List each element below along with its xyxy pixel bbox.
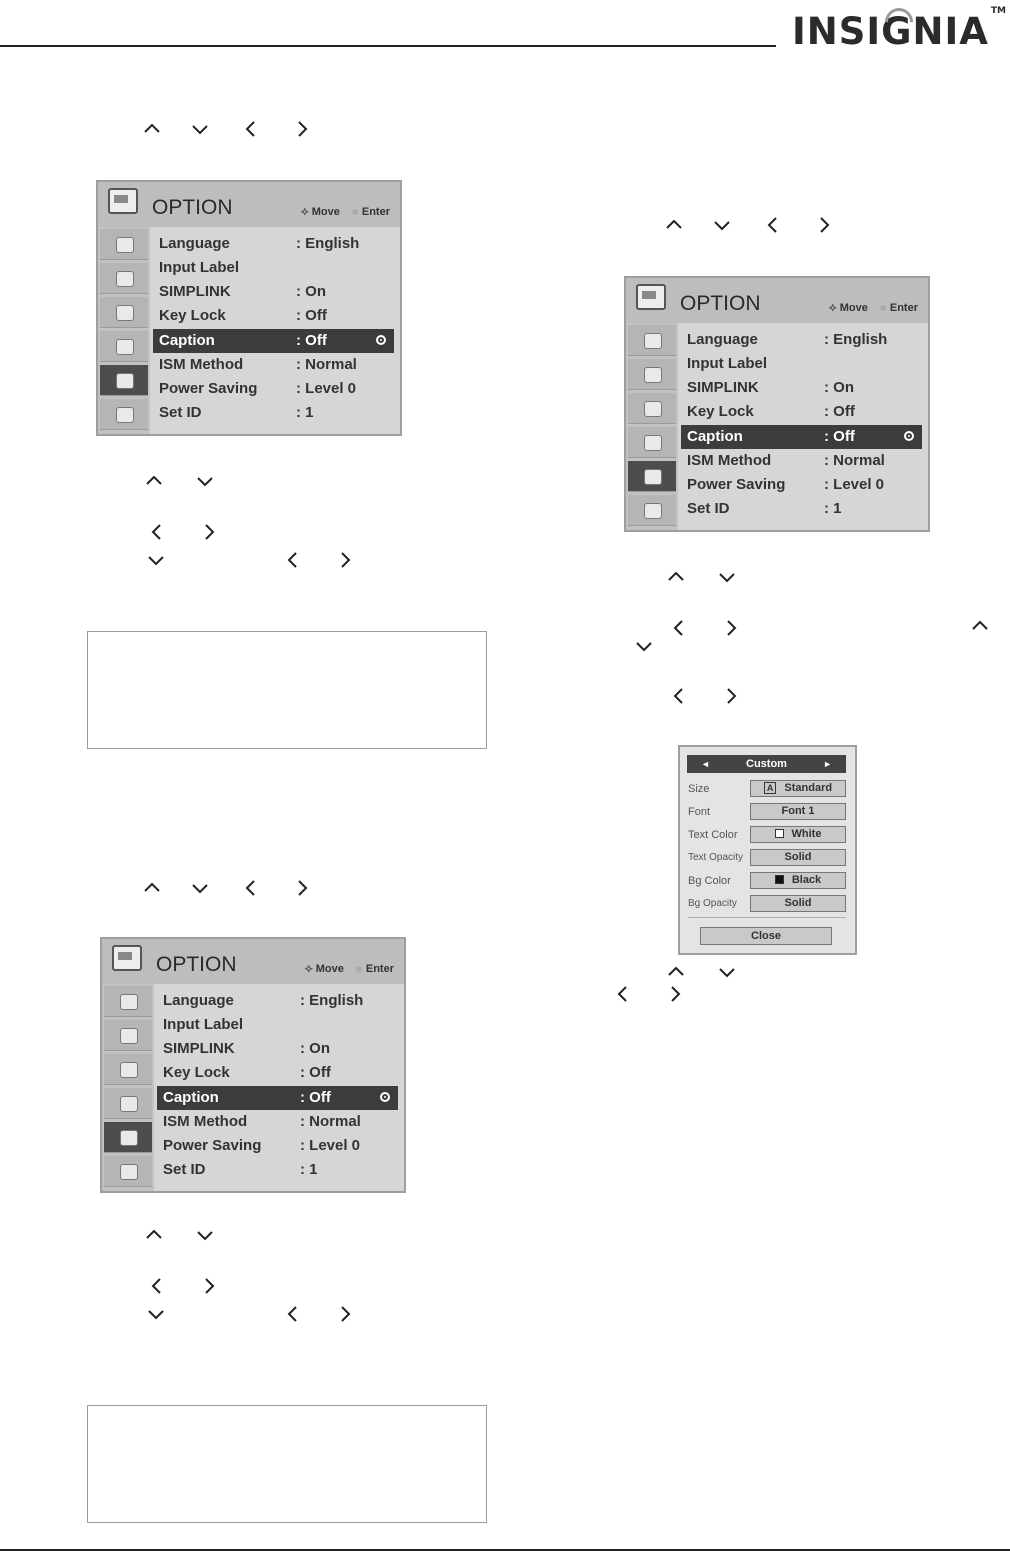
chevron-left-icon xyxy=(145,1274,169,1298)
chevron-left-icon xyxy=(761,213,785,237)
side-tab-option-icon[interactable] xyxy=(628,461,676,492)
item-label: Key Lock xyxy=(159,307,226,324)
menu-hint xyxy=(829,300,918,315)
option-menu xyxy=(96,180,402,436)
hint-move: Move xyxy=(839,302,868,314)
menu-item-simplink[interactable] xyxy=(157,1037,398,1061)
item-value: : Off xyxy=(300,1089,331,1106)
item-label: Power Saving xyxy=(159,380,258,397)
caption-mode-value: Custom xyxy=(746,758,787,770)
menu-item-caption[interactable] xyxy=(153,329,394,353)
item-label: Set ID xyxy=(159,404,202,421)
menu-hint xyxy=(305,961,394,976)
chevron-down-icon xyxy=(188,876,212,900)
white-swatch-icon xyxy=(775,829,784,838)
brand-name: INSIGNIA xyxy=(792,10,989,53)
side-tab-audio-icon[interactable] xyxy=(628,359,676,390)
caption-bg-color-field[interactable] xyxy=(750,872,846,889)
item-label: Input Label xyxy=(687,355,767,372)
item-value: : Off xyxy=(824,403,855,420)
item-label: ISM Method xyxy=(163,1113,248,1130)
chevron-down-icon xyxy=(144,1302,168,1326)
hint-move: Move xyxy=(311,206,340,218)
option-tv-icon xyxy=(112,945,142,971)
menu-item-caption[interactable] xyxy=(681,425,922,449)
item-label: Power Saving xyxy=(163,1137,262,1154)
menu-side-tabs xyxy=(98,227,150,434)
arrow-row xyxy=(140,876,320,900)
chevron-down-icon xyxy=(144,548,168,572)
menu-title: OPTION xyxy=(680,292,761,315)
item-value: : On xyxy=(296,283,326,300)
side-tab-lock-icon[interactable] xyxy=(628,495,676,526)
item-value: : Level 0 xyxy=(300,1137,361,1154)
menu-item-simplink[interactable] xyxy=(153,280,394,304)
item-value: : Level 0 xyxy=(296,380,357,397)
caption-custom-panel xyxy=(678,745,857,955)
chevron-down-icon xyxy=(632,634,656,658)
insignia-logo xyxy=(792,6,1006,58)
caption-text-color-field[interactable] xyxy=(750,826,846,843)
side-tab-channel-icon[interactable] xyxy=(104,1054,152,1085)
menu-header xyxy=(102,939,404,984)
chevron-left-icon xyxy=(281,548,305,572)
item-value: : Off xyxy=(300,1064,331,1081)
option-tv-icon xyxy=(108,188,138,214)
chevron-right-icon xyxy=(333,1302,357,1326)
arrow-row xyxy=(140,117,320,141)
caption-font-field[interactable] xyxy=(750,803,846,820)
menu-item-ism-method[interactable] xyxy=(153,353,394,377)
arrow-row xyxy=(632,634,656,658)
arrow-row xyxy=(145,1274,225,1298)
menu-item-power-saving[interactable] xyxy=(681,473,922,497)
chevron-left-icon xyxy=(281,1302,305,1326)
caption-size-field[interactable] xyxy=(750,780,846,797)
arrow-row xyxy=(667,684,747,708)
arrow-row xyxy=(611,982,691,1006)
side-tab-channel-icon[interactable] xyxy=(100,297,148,328)
item-value: : English xyxy=(296,235,360,252)
option-tv-icon xyxy=(636,284,666,310)
caption-text-color-row xyxy=(688,826,848,845)
menu-item-language[interactable] xyxy=(681,328,922,352)
side-tab-audio-icon[interactable] xyxy=(100,263,148,294)
menu-item-key-lock[interactable] xyxy=(157,1061,398,1085)
chevron-right-icon xyxy=(663,982,687,1006)
item-label: Power Saving xyxy=(687,476,786,493)
chevron-down-icon xyxy=(188,117,212,141)
option-menu xyxy=(100,937,406,1193)
caption-text-opacity-row xyxy=(688,849,848,868)
mode-prev-arrow-icon[interactable]: ◄ xyxy=(701,759,710,769)
chevron-right-icon xyxy=(290,876,314,900)
chevron-right-icon xyxy=(812,213,836,237)
chevron-up-icon xyxy=(142,1223,166,1247)
chevron-up-icon xyxy=(142,469,166,493)
menu-side-tabs xyxy=(626,323,678,530)
row-value: Black xyxy=(791,874,822,886)
chevron-up-icon xyxy=(664,960,688,984)
item-value: : Normal xyxy=(824,452,885,469)
note-box xyxy=(87,631,487,749)
item-label: Caption xyxy=(159,332,215,349)
chevron-down-icon xyxy=(710,213,734,237)
caption-mode-selector[interactable] xyxy=(687,755,846,773)
menu-item-power-saving[interactable] xyxy=(153,377,394,401)
chevron-right-icon xyxy=(719,616,743,640)
divider xyxy=(688,917,846,918)
row-label: Size xyxy=(688,783,710,795)
menu-item-key-lock[interactable] xyxy=(681,400,922,424)
item-label: Set ID xyxy=(163,1161,206,1178)
caption-bg-opacity-field[interactable] xyxy=(750,895,846,912)
note-box xyxy=(87,1405,487,1523)
menu-item-language[interactable] xyxy=(157,989,398,1013)
enter-dot-icon xyxy=(904,431,914,441)
chevron-left-icon xyxy=(667,616,691,640)
item-label: SIMPLINK xyxy=(159,283,231,300)
side-tab-lock-icon[interactable] xyxy=(104,1156,152,1187)
row-label: Bg Opacity xyxy=(688,898,737,909)
chevron-right-icon xyxy=(197,520,221,544)
chevron-up-icon xyxy=(140,117,164,141)
row-label: Font xyxy=(688,806,711,818)
enter-dot-icon xyxy=(380,1092,390,1102)
item-value: : English xyxy=(300,992,364,1009)
menu-item-power-saving[interactable] xyxy=(157,1134,398,1158)
menu-item-language[interactable] xyxy=(153,232,394,256)
chevron-down-icon xyxy=(715,960,739,984)
side-tab-option-icon[interactable] xyxy=(104,1122,152,1153)
arrow-row xyxy=(664,565,744,589)
row-value: Standard xyxy=(784,782,833,794)
enter-icon xyxy=(356,966,362,972)
chevron-left-icon xyxy=(239,117,263,141)
chevron-right-icon xyxy=(333,548,357,572)
row-label: Bg Color xyxy=(688,875,731,887)
item-value: : Normal xyxy=(300,1113,361,1130)
item-label: Language xyxy=(159,235,230,252)
item-label: ISM Method xyxy=(159,356,244,373)
item-label: Set ID xyxy=(687,500,730,517)
caption-size-row xyxy=(688,780,848,799)
item-value: : 1 xyxy=(296,404,314,421)
item-value: : Off xyxy=(296,307,327,324)
arrow-row xyxy=(142,1223,222,1247)
hint-enter: Enter xyxy=(361,206,390,218)
black-swatch-icon xyxy=(775,875,784,884)
menu-item-ism-method[interactable] xyxy=(681,449,922,473)
item-value: : Level 0 xyxy=(824,476,885,493)
item-label: SIMPLINK xyxy=(163,1040,235,1057)
item-value: : Off xyxy=(824,428,855,445)
chevron-left-icon xyxy=(145,520,169,544)
menu-item-caption[interactable] xyxy=(157,1086,398,1110)
item-label: Input Label xyxy=(163,1016,243,1033)
menu-item-key-lock[interactable] xyxy=(153,304,394,328)
header-rule xyxy=(0,45,776,47)
arrow-row xyxy=(145,520,225,544)
row-label: Text Color xyxy=(688,829,738,841)
side-tab-picture-icon[interactable] xyxy=(628,325,676,356)
move-icon: ⟡ xyxy=(300,204,309,218)
side-tab-picture-icon[interactable] xyxy=(100,229,148,260)
menu-header xyxy=(626,278,928,323)
menu-item-set-id[interactable] xyxy=(153,401,394,425)
side-tab-time-icon[interactable] xyxy=(104,1088,152,1119)
arrow-row xyxy=(662,213,842,237)
enter-icon xyxy=(352,209,358,215)
chevron-right-icon xyxy=(719,684,743,708)
size-box-icon: A xyxy=(764,782,777,794)
menu-hint xyxy=(301,204,390,219)
item-value: : Normal xyxy=(296,356,357,373)
move-icon: ⟡ xyxy=(828,300,837,314)
chevron-left-icon xyxy=(239,876,263,900)
menu-item-set-id[interactable] xyxy=(157,1158,398,1182)
item-label: Caption xyxy=(687,428,743,445)
item-label: Input Label xyxy=(159,259,239,276)
item-value: : On xyxy=(300,1040,330,1057)
arrow-row xyxy=(144,1302,364,1326)
caption-font-row xyxy=(688,803,848,822)
item-label: Key Lock xyxy=(687,403,754,420)
caption-text-opacity-field[interactable] xyxy=(750,849,846,866)
chevron-down-icon xyxy=(715,565,739,589)
enter-icon xyxy=(880,305,886,311)
side-tab-option-icon[interactable] xyxy=(100,365,148,396)
row-label: Text Opacity xyxy=(688,852,744,863)
menu-item-input-label[interactable] xyxy=(153,256,394,280)
hint-move: Move xyxy=(315,963,344,975)
arrow-row xyxy=(667,616,747,640)
hint-enter: Enter xyxy=(365,963,394,975)
chevron-right-icon xyxy=(290,117,314,141)
arrow-row xyxy=(664,960,744,984)
chevron-up-icon xyxy=(664,565,688,589)
item-label: Language xyxy=(687,331,758,348)
arrow-row xyxy=(968,614,992,638)
side-tab-time-icon[interactable] xyxy=(100,331,148,362)
side-tab-lock-icon[interactable] xyxy=(100,399,148,430)
chevron-left-icon xyxy=(667,684,691,708)
mode-next-arrow-icon[interactable]: ► xyxy=(823,759,832,769)
chevron-up-icon xyxy=(662,213,686,237)
item-value: : English xyxy=(824,331,888,348)
menu-side-tabs xyxy=(102,984,154,1191)
chevron-up-icon xyxy=(140,876,164,900)
menu-header xyxy=(98,182,400,227)
side-tab-channel-icon[interactable] xyxy=(628,393,676,424)
menu-item-input-label[interactable] xyxy=(157,1013,398,1037)
item-value: : On xyxy=(824,379,854,396)
chevron-down-icon xyxy=(193,1223,217,1247)
side-tab-time-icon[interactable] xyxy=(628,427,676,458)
menu-item-set-id[interactable] xyxy=(681,497,922,521)
side-tab-picture-icon[interactable] xyxy=(104,986,152,1017)
trademark-mark: TM xyxy=(990,6,1006,16)
menu-title: OPTION xyxy=(152,196,233,219)
chevron-left-icon xyxy=(611,982,635,1006)
chevron-up-icon xyxy=(968,614,992,638)
item-value: : Off xyxy=(296,332,327,349)
item-label: Key Lock xyxy=(163,1064,230,1081)
item-value: : 1 xyxy=(824,500,842,517)
row-value: Solid xyxy=(784,851,812,863)
enter-dot-icon xyxy=(376,335,386,345)
row-value: Font 1 xyxy=(781,805,815,817)
menu-item-input-label[interactable] xyxy=(681,352,922,376)
item-label: ISM Method xyxy=(687,452,772,469)
close-button[interactable]: Close xyxy=(700,927,832,945)
chevron-right-icon xyxy=(197,1274,221,1298)
row-value: White xyxy=(791,828,822,840)
menu-item-simplink[interactable] xyxy=(681,376,922,400)
arrow-row xyxy=(142,469,222,493)
item-value: : 1 xyxy=(300,1161,318,1178)
item-label: SIMPLINK xyxy=(687,379,759,396)
move-icon: ⟡ xyxy=(304,961,313,975)
item-label: Language xyxy=(163,992,234,1009)
menu-title: OPTION xyxy=(156,953,237,976)
side-tab-audio-icon[interactable] xyxy=(104,1020,152,1051)
caption-bg-color-row xyxy=(688,872,848,891)
option-menu xyxy=(624,276,930,532)
chevron-down-icon xyxy=(193,469,217,493)
hint-enter: Enter xyxy=(889,302,918,314)
arrow-row xyxy=(144,548,364,572)
row-value: Solid xyxy=(784,897,812,909)
item-label: Caption xyxy=(163,1089,219,1106)
menu-item-ism-method[interactable] xyxy=(157,1110,398,1134)
footer-rule xyxy=(0,1549,1010,1551)
caption-bg-opacity-row xyxy=(688,895,848,914)
